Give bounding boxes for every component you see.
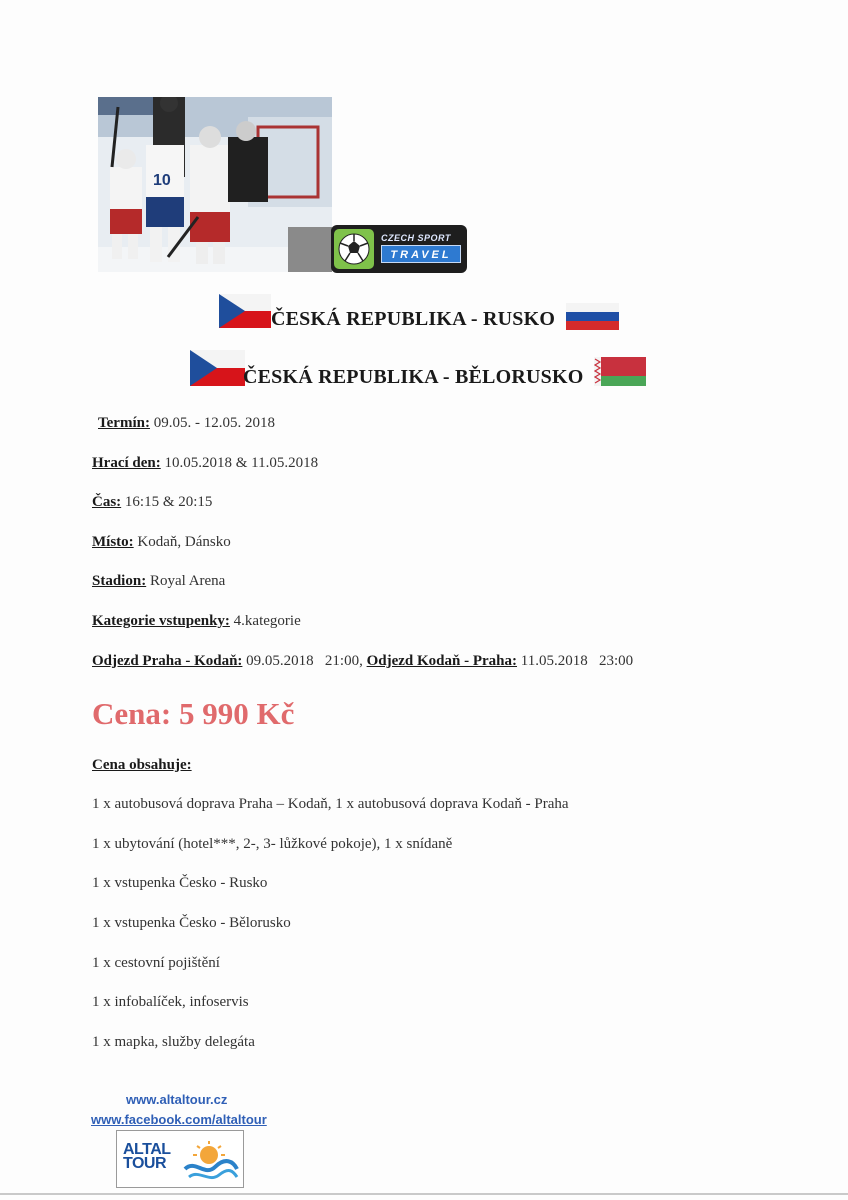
stadion-label: Stadion: <box>92 573 147 589</box>
odjezd-praha-value: 09.05.2018 21:00, <box>242 653 367 669</box>
match-title-belorusko: ČESKÁ REPUBLIKA - BĚLORUSKO <box>243 366 584 388</box>
cas-label: Čas: <box>92 494 122 510</box>
match-title-rusko: ČESKÁ REPUBLIKA - RUSKO <box>271 308 556 330</box>
hraci-den-label: Hrací den: <box>92 455 161 471</box>
termin-label: Termín: <box>98 415 150 431</box>
includes-heading: Cena obsahuje: <box>92 757 192 773</box>
cas-value: 16:15 & 20:15 <box>121 494 213 510</box>
logo-line-2: TOUR <box>123 1155 167 1172</box>
detail-stadion <box>92 573 225 590</box>
include-item: 1 x mapka, služby delegáta <box>92 1034 255 1050</box>
misto-value: Kodaň, Dánsko <box>133 534 231 550</box>
soccer-ball-icon <box>334 229 374 269</box>
detail-misto <box>92 534 231 551</box>
stadion-value: Royal Arena <box>146 573 226 589</box>
detail-cas <box>92 494 212 511</box>
badge-line-2: TRAVEL <box>381 245 461 263</box>
include-item: 1 x vstupenka Česko - Rusko <box>92 875 268 891</box>
odjezd-kodan-label: Odjezd Kodaň - Praha: <box>366 653 518 669</box>
price: Cena: 5 990 Kč <box>92 696 295 731</box>
odjezd-praha-label: Odjezd Praha - Kodaň: <box>92 653 243 669</box>
kategorie-value: 4.kategorie <box>229 613 301 629</box>
odjezd-kodan-value: 11.05.2018 23:00 <box>517 653 634 669</box>
logo-line-1: ALTAL <box>123 1141 171 1158</box>
bottom-divider <box>0 1193 848 1195</box>
altal-tour-logo <box>116 1130 244 1188</box>
include-item: 1 x vstupenka Česko - Bělorusko <box>92 915 291 931</box>
detail-kategorie <box>92 613 301 630</box>
facebook-link[interactable]: www.facebook.com/altaltour <box>91 1112 267 1127</box>
sun-wave-icon <box>183 1139 239 1183</box>
svg-text:10: 10 <box>153 172 171 189</box>
czech-sport-travel-logo <box>331 225 467 273</box>
detail-hraci-den <box>92 455 318 472</box>
include-item: 1 x autobusová doprava Praha – Kodaň, 1 x autobusová doprava Kodaň - Praha <box>92 796 569 812</box>
misto-label: Místo: <box>92 534 134 550</box>
include-item: 1 x ubytování (hotel***, 2-, 3- lůžkové pokoje), 1 x snídaně <box>92 836 453 852</box>
kategorie-label: Kategorie vstupenky: <box>92 613 230 629</box>
detail-termin <box>98 415 275 432</box>
termin-value: 09.05. - 12.05. 2018 <box>149 415 275 431</box>
czech-flag-icon <box>190 350 245 386</box>
hraci-den-value: 10.05.2018 & 11.05.2018 <box>160 455 319 471</box>
include-item: 1 x cestovní pojištění <box>92 955 220 971</box>
badge-line-1: CZECH SPORT <box>381 233 451 243</box>
detail-odjezd <box>92 653 633 670</box>
website-link[interactable]: www.altaltour.cz <box>126 1092 228 1107</box>
hockey-photo <box>98 97 332 272</box>
include-item: 1 x infobalíček, infoservis <box>92 994 249 1010</box>
russian-flag-icon <box>566 303 619 330</box>
belarus-flag-icon <box>594 357 646 386</box>
czech-flag-icon <box>219 294 271 328</box>
